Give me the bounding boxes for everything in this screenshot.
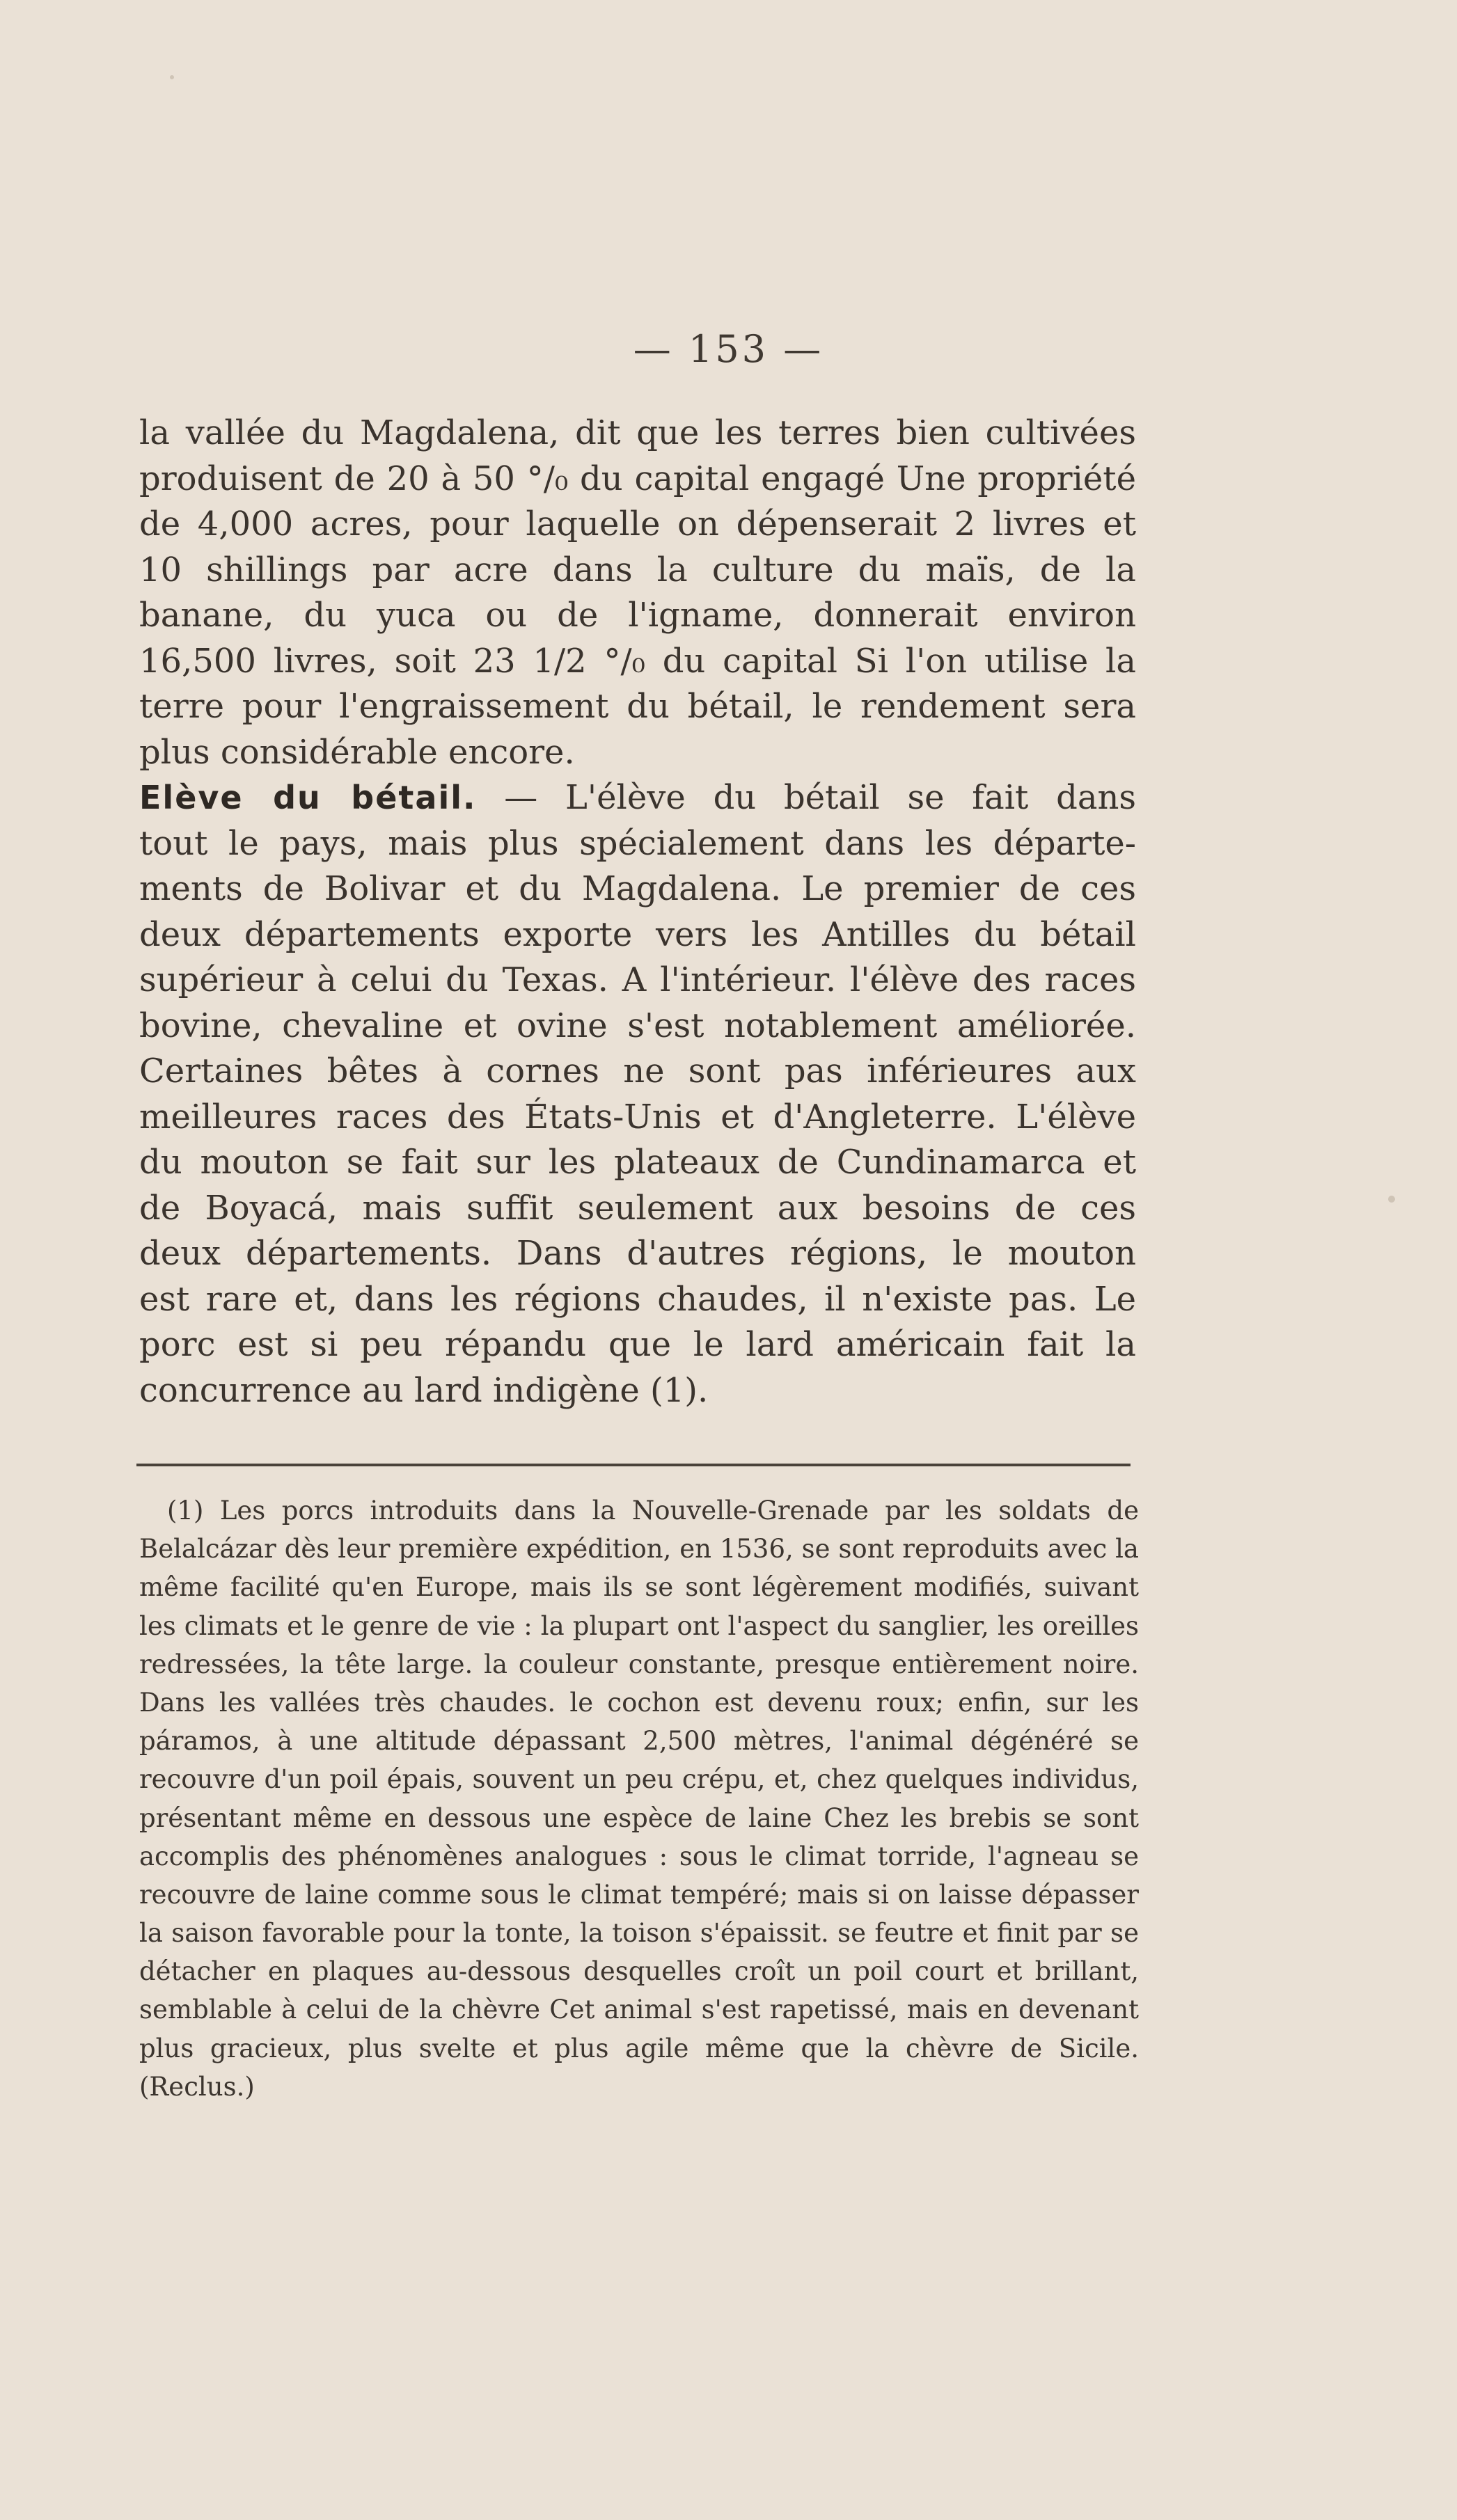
text-line: deux départements. Dans d'autres régions, le mouton xyxy=(139,1234,1136,1273)
text-line: deux départements exporte vers les Antilles du bétail xyxy=(139,914,1136,954)
text-line: meilleures races des États-Unis et d'Angleterre. L'élève xyxy=(139,1097,1136,1136)
text-line: bovine, chevaline et ovine s'est notablement améliorée. xyxy=(139,1006,1136,1045)
footnote-line: les climats et le genre de vie : la plupart ont l'aspect du sanglier, les oreilles xyxy=(139,1610,1139,1641)
footnote-line: présentant même en dessous une espèce de laine Chez les brebis se sont xyxy=(139,1802,1139,1833)
footnote-line: plus gracieux, plus svelte et plus agile même que la chèvre de Sicile. xyxy=(139,2033,1139,2063)
footnote-line: semblable à celui de la chèvre Cet animal s'est rapetissé, mais en devenant xyxy=(139,1995,1139,2025)
footnote-line: la saison favorable pour la tonte, la toison s'épaissit. se feutre et finit par se xyxy=(139,1918,1139,1949)
text-line: du mouton se fait sur les plateaux de Cundinamarca et xyxy=(139,1143,1136,1182)
section-first-line xyxy=(139,775,1136,821)
paper-speck xyxy=(1388,1196,1395,1203)
footnote-line: même facilité qu'en Europe, mais ils se sont légèrement modifiés, suivant xyxy=(139,1572,1139,1603)
text-line: de 4,000 acres, pour laquelle on dépenserait 2 livres et xyxy=(139,505,1136,544)
section-heading: Elève du bétail. xyxy=(139,779,477,816)
text-line: banane, du yuca ou de l'igname, donnerait environ xyxy=(139,596,1136,635)
footnote-line: recouvre de laine comme sous le climat tempéré; mais si on laisse dépasser xyxy=(139,1879,1139,1910)
footnote-line: recouvre d'un poil épais, souvent un peu crépu, et, chez quelques individus, xyxy=(139,1764,1139,1795)
text-line: ments de Bolivar et du Magdalena. Le premier de ces xyxy=(139,869,1136,908)
footnote-line: Dans les vallées très chaudes. le cochon est devenu roux; enfin, sur les xyxy=(139,1687,1139,1718)
footnote-line: Belalcázar dès leur première expédition, en 1536, se sont reproduits avec la xyxy=(139,1534,1139,1564)
text-line: concurrence au lard indigène (1). xyxy=(139,1370,709,1410)
footnote-line: (Reclus.) xyxy=(139,2071,255,2102)
text-line: de Boyacá, mais suffit seulement aux besoins de ces xyxy=(139,1188,1136,1228)
text-line: produisent de 20 à 50 °/₀ du capital engagé Une propriété xyxy=(139,459,1136,498)
text-line: supérieur à celui du Texas. A l'intérieur. l'élève des races xyxy=(139,960,1136,999)
body-text xyxy=(139,411,1136,1413)
text-line: tout le pays, mais plus spécialement dans les départe- xyxy=(139,823,1136,863)
footnote-divider xyxy=(136,1464,1131,1466)
page-number: — 153 — xyxy=(633,327,824,371)
footnote-line: accomplis des phénomènes analogues : sous le climat torride, l'agneau se xyxy=(139,1841,1139,1871)
footnote-line: páramos, à une altitude dépassant 2,500 mètres, l'animal dégénéré se xyxy=(139,1726,1139,1757)
footnote-line: (1) Les porcs introduits dans la Nouvelle-Grenade par les soldats de xyxy=(167,1496,1139,1526)
text-line: terre pour l'engraissement du bétail, le rendement sera xyxy=(139,687,1136,726)
text-line: 10 shillings par acre dans la culture du maïs, de la xyxy=(139,550,1136,589)
footnote-line: détacher en plaques au-dessous desquelles croît un poil court et brillant, xyxy=(139,1956,1139,1987)
footnote xyxy=(139,1491,1139,2106)
text-line: Certaines bêtes à cornes ne sont pas inférieures aux xyxy=(139,1052,1136,1091)
text-line: plus considérable encore. xyxy=(139,732,575,772)
text-line: la vallée du Magdalena, dit que les terres bien cultivées xyxy=(139,413,1136,452)
text-line: 16,500 livres, soit 23 1/2 °/₀ du capital Si l'on utilise la xyxy=(139,641,1136,681)
text-line: porc est si peu répandu que le lard américain fait la xyxy=(139,1325,1136,1364)
footnote-line: redressées, la tête large. la couleur constante, presque entièrement noire. xyxy=(139,1649,1139,1679)
paper-speck xyxy=(170,75,174,79)
text-line: est rare et, dans les régions chaudes, il n'existe pas. Le xyxy=(139,1279,1136,1319)
section-first-line-text: — L'élève du bétail se fait dans xyxy=(476,778,1136,817)
